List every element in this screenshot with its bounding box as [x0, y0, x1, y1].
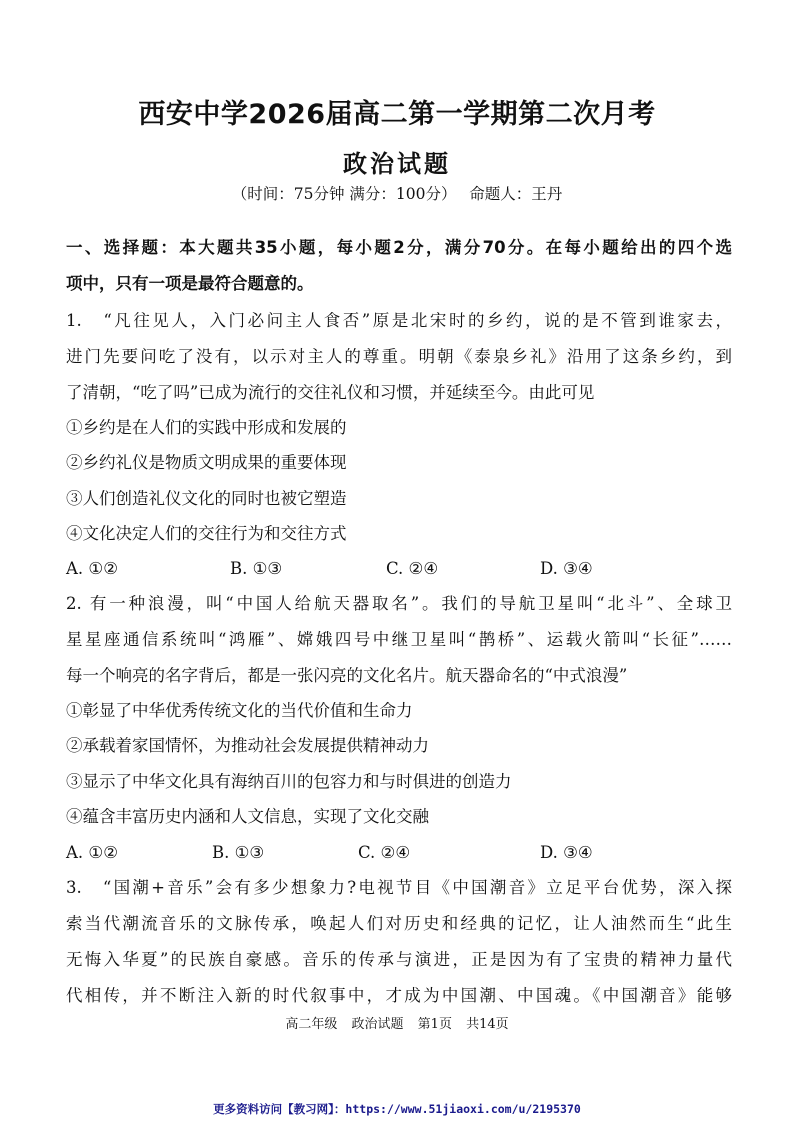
promo-link[interactable]: 更多资料访问【教习网】：https://www.51jiaoxi.com/u/2195370	[213, 1102, 581, 1116]
q1-option-b[interactable]: B. ①③	[230, 559, 283, 578]
section-heading-line-1: 一、选择题：本大题共35小题，每小题2分，满分70分。在每小题给出的四个选	[66, 238, 732, 257]
q2-statement: ①彰显了中华优秀传统文化的当代价值和生命力	[66, 701, 413, 720]
q2-option-d[interactable]: D. ③④	[540, 843, 593, 862]
q3-stem-line: 索当代潮流音乐的文脉传承，唤起人们对历史和经典的记忆，让人油然而生“此生	[66, 914, 732, 933]
q3-stem-line: 无悔入华夏”的民族自豪感。音乐的传承与演进，正是因为有了宝贵的精神力量代	[66, 950, 732, 969]
q1-option-c[interactable]: C. ②④	[386, 559, 439, 578]
footer-page: 第1页	[417, 1017, 452, 1032]
q3-stem-line: 代相传，并不断注入新的时代叙事中，才成为中国潮、中国魂。《中国潮音》能够	[66, 986, 732, 1005]
q1-stem-line: 了清朝，“吃了吗”已成为流行的交往礼仪和习惯，并延续至今。由此可见	[66, 383, 595, 402]
q1-stem-line: 进门先要问吃了没有，以示对主人的尊重。明朝《泰泉乡礼》沿用了这条乡约，到	[66, 347, 732, 366]
q1-option-d[interactable]: D. ③④	[540, 559, 593, 578]
subject-title: 政治试题	[343, 150, 451, 178]
footer-subject: 政治试题	[351, 1017, 404, 1032]
footer-total: 共14页	[466, 1017, 509, 1032]
q3-stem-line: 3. “国潮+音乐”会有多少想象力?电视节目《中国潮音》立足平台优势，深入探	[66, 878, 732, 897]
q1-statement: ④文化决定人们的交往行为和交往方式	[66, 524, 347, 543]
q2-option-c[interactable]: C. ②④	[358, 843, 411, 862]
exam-meta: （时间：75分钟 满分：100分） 命题人：王丹	[231, 185, 563, 203]
footer-grade: 高二年级	[285, 1017, 338, 1032]
q2-stem-line: 每一个响亮的名字背后，都是一张闪亮的文化名片。航天器命名的“中式浪漫”	[66, 666, 628, 685]
q2-stem-line: 星星座通信系统叫“鸿雁”、嫦娥四号中继卫星叫“鹊桥”、运载火箭叫“长征”……	[66, 630, 732, 649]
exam-title: 西安中学2026届高二第一学期第二次月考	[138, 99, 656, 130]
q1-statement: ③人们创造礼仪文化的同时也被它塑造	[66, 489, 347, 508]
q2-option-b[interactable]: B. ①③	[212, 843, 265, 862]
q1-option-a[interactable]: A. ①②	[66, 559, 118, 578]
q2-stem-line: 2. 有一种浪漫，叫“中国人给航天器取名”。我们的导航卫星叫“北斗”、全球卫	[66, 594, 732, 613]
q1-statement: ②乡约礼仪是物质文明成果的重要体现	[66, 453, 347, 472]
page-footer	[0, 1013, 794, 1032]
q1-stem-line: 1. “凡往见人，入门必问主人食否”原是北宋时的乡约，说的是不管到谁家去，	[66, 311, 732, 330]
q2-statement: ③显示了中华文化具有海纳百川的包容力和与时俱进的创造力	[66, 772, 512, 791]
q1-statement: ①乡约是在人们的实践中形成和发展的	[66, 418, 347, 437]
q2-statement: ②承载着家国情怀，为推动社会发展提供精神动力	[66, 736, 429, 755]
q2-option-a[interactable]: A. ①②	[66, 843, 118, 862]
q2-statement: ④蕴含丰富历史内涵和人文信息，实现了文化交融	[66, 807, 429, 826]
section-heading-line-2: 项中，只有一项是最符合题意的。	[66, 274, 314, 293]
